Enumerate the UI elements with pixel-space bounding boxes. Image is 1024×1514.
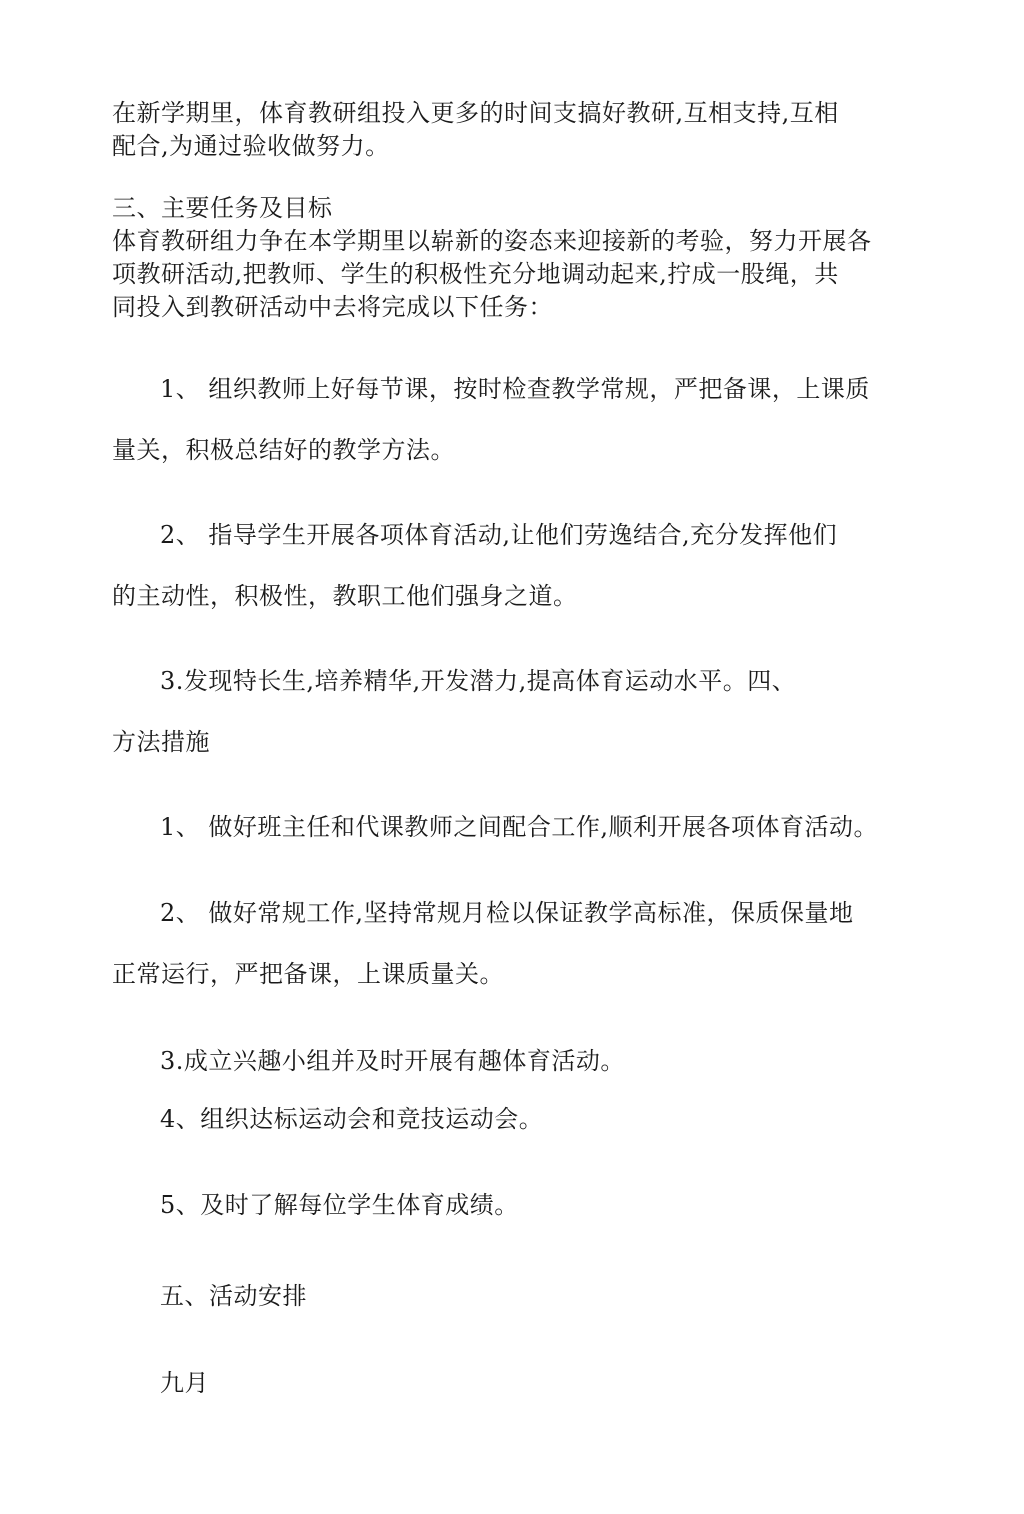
method-1: 1、 做好班主任和代课教师之间配合工作,顺利开展各项体育活动。 [160, 813, 879, 841]
task-3-line-2: 方法措施 [112, 728, 210, 756]
method-2-line-1: 2、 做好常规工作,坚持常规月检以保证教学高标准，保质保量地 [160, 899, 854, 927]
section-3-line-1: 体育教研组力争在本学期里以崭新的姿态来迎接新的考验，努力开展各 [112, 227, 872, 255]
task-2-line-1: 2、 指导学生开展各项体育活动,让他们劳逸结合,充分发挥他们 [160, 521, 838, 549]
section-3-line-2: 项教研活动,把教师、学生的积极性充分地调动起来,拧成一股绳，共 [112, 260, 839, 288]
section-5-month: 九月 [160, 1369, 209, 1397]
section-3-heading: 三、主要任务及目标 [112, 194, 333, 222]
method-4: 4、组织达标运动会和竞技运动会。 [160, 1105, 544, 1133]
section-3-line-3: 同投入到教研活动中去将完成以下任务： [112, 293, 553, 321]
task-1-line-2: 量关，积极总结好的教学方法。 [112, 436, 455, 464]
method-3: 3.成立兴趣小组并及时开展有趣体育活动。 [160, 1047, 625, 1075]
section-5-heading: 五、活动安排 [160, 1282, 307, 1310]
method-2-line-2: 正常运行，严把备课，上课质量关。 [112, 960, 504, 988]
task-1-line-1: 1、 组织教师上好每节课，按时检查教学常规，严把备课，上课质 [160, 375, 870, 403]
task-2-line-2: 的主动性，积极性，教职工他们强身之道。 [112, 582, 578, 610]
intro-line-2: 配合,为通过验收做努力。 [112, 132, 390, 160]
method-5: 5、及时了解每位学生体育成绩。 [160, 1191, 519, 1219]
task-3-line-1: 3.发现特长生,培养精华,开发潜力,提高体育运动水平。四、 [160, 667, 797, 695]
intro-line-1: 在新学期里，体育教研组投入更多的时间支搞好教研,互相支持,互相 [112, 99, 839, 127]
